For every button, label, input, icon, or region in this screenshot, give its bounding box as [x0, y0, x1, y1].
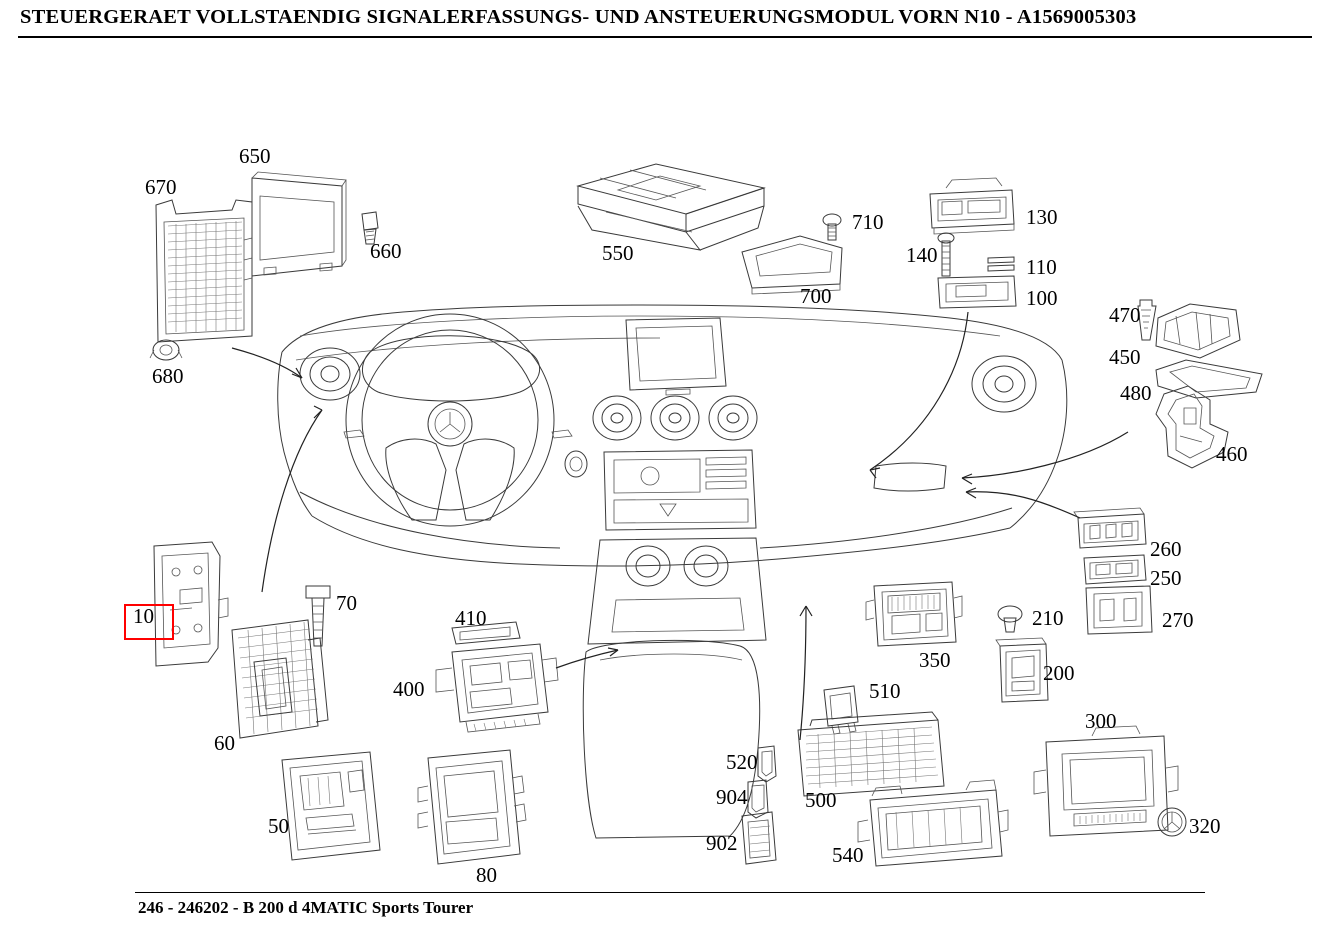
part-450-module	[1156, 304, 1240, 358]
part-100-module	[938, 276, 1016, 308]
part-904-clip	[748, 780, 768, 818]
footer-divider	[135, 892, 1205, 893]
part-130-module	[930, 178, 1014, 234]
callout-450: 450	[1109, 345, 1141, 369]
callout-300: 300	[1085, 709, 1117, 733]
callout-480: 480	[1120, 381, 1152, 405]
part-350-module	[866, 582, 962, 646]
callout-50: 50	[268, 814, 289, 838]
callout-700: 700	[800, 284, 832, 308]
part-540-module	[858, 780, 1008, 866]
callout-550: 550	[602, 241, 634, 265]
part-320-emblem	[1158, 808, 1186, 836]
callout-200: 200	[1043, 661, 1075, 685]
callout-670: 670	[145, 175, 177, 199]
callout-460: 460	[1216, 442, 1248, 466]
part-480-bracket	[1156, 360, 1262, 398]
callout-510: 510	[869, 679, 901, 703]
callout-260: 260	[1150, 537, 1182, 561]
dashboard-outline	[278, 305, 1067, 838]
callout-60: 60	[214, 731, 235, 755]
part-260-module	[1074, 508, 1146, 548]
callout-140: 140	[906, 243, 938, 267]
part-270-bracket	[1086, 586, 1152, 634]
callout-400: 400	[393, 677, 425, 701]
part-140-screw	[938, 233, 954, 276]
callout-350: 350	[919, 648, 951, 672]
part-670-housing	[156, 200, 252, 342]
callout-904: 904	[716, 785, 748, 809]
callout-250: 250	[1150, 566, 1182, 590]
callout-660: 660	[370, 239, 402, 263]
callout-70: 70	[336, 591, 357, 615]
footer-caption: 246 - 246202 - B 200 d 4MATIC Sports Tourer	[138, 898, 474, 917]
callout-320: 320	[1189, 814, 1221, 838]
part-250-module	[1084, 555, 1146, 584]
callout-650: 650	[239, 144, 271, 168]
callout-100: 100	[1026, 286, 1058, 310]
part-680-grommet	[150, 340, 182, 360]
callout-270: 270	[1162, 608, 1194, 632]
part-200-module	[996, 638, 1048, 702]
part-470-screw	[1138, 300, 1156, 340]
callout-500: 500	[805, 788, 837, 812]
part-902-connector	[742, 812, 776, 864]
part-210-grommet	[998, 606, 1022, 632]
part-400-module	[436, 644, 558, 732]
callout-540: 540	[832, 843, 864, 867]
part-500-panel	[798, 712, 944, 796]
callout-80: 80	[476, 863, 497, 887]
callout-710: 710	[852, 210, 884, 234]
part-520-clip	[758, 746, 776, 782]
part-650-display	[252, 172, 346, 276]
callout-902: 902	[706, 831, 738, 855]
callout-680: 680	[152, 364, 184, 388]
part-80-module	[418, 750, 526, 864]
part-50-module	[282, 752, 380, 860]
callout-410: 410	[455, 606, 487, 630]
callout-10: 10	[133, 604, 154, 628]
part-710-screw	[823, 214, 841, 240]
part-110-clip	[988, 257, 1014, 271]
callout-470: 470	[1109, 303, 1141, 327]
part-300-display	[1034, 726, 1178, 836]
callout-520: 520	[726, 750, 758, 774]
callout-130: 130	[1026, 205, 1058, 229]
callout-210: 210	[1032, 606, 1064, 630]
leader-arrows	[232, 312, 1128, 740]
callout-110: 110	[1026, 255, 1057, 279]
part-550-panel	[578, 164, 764, 250]
page-title: STEUERGERAET VOLLSTAENDIG SIGNALERFASSUNGS- UND ANSTEUERUNGSMODUL VORN N10 - A1569005303	[20, 6, 1137, 28]
